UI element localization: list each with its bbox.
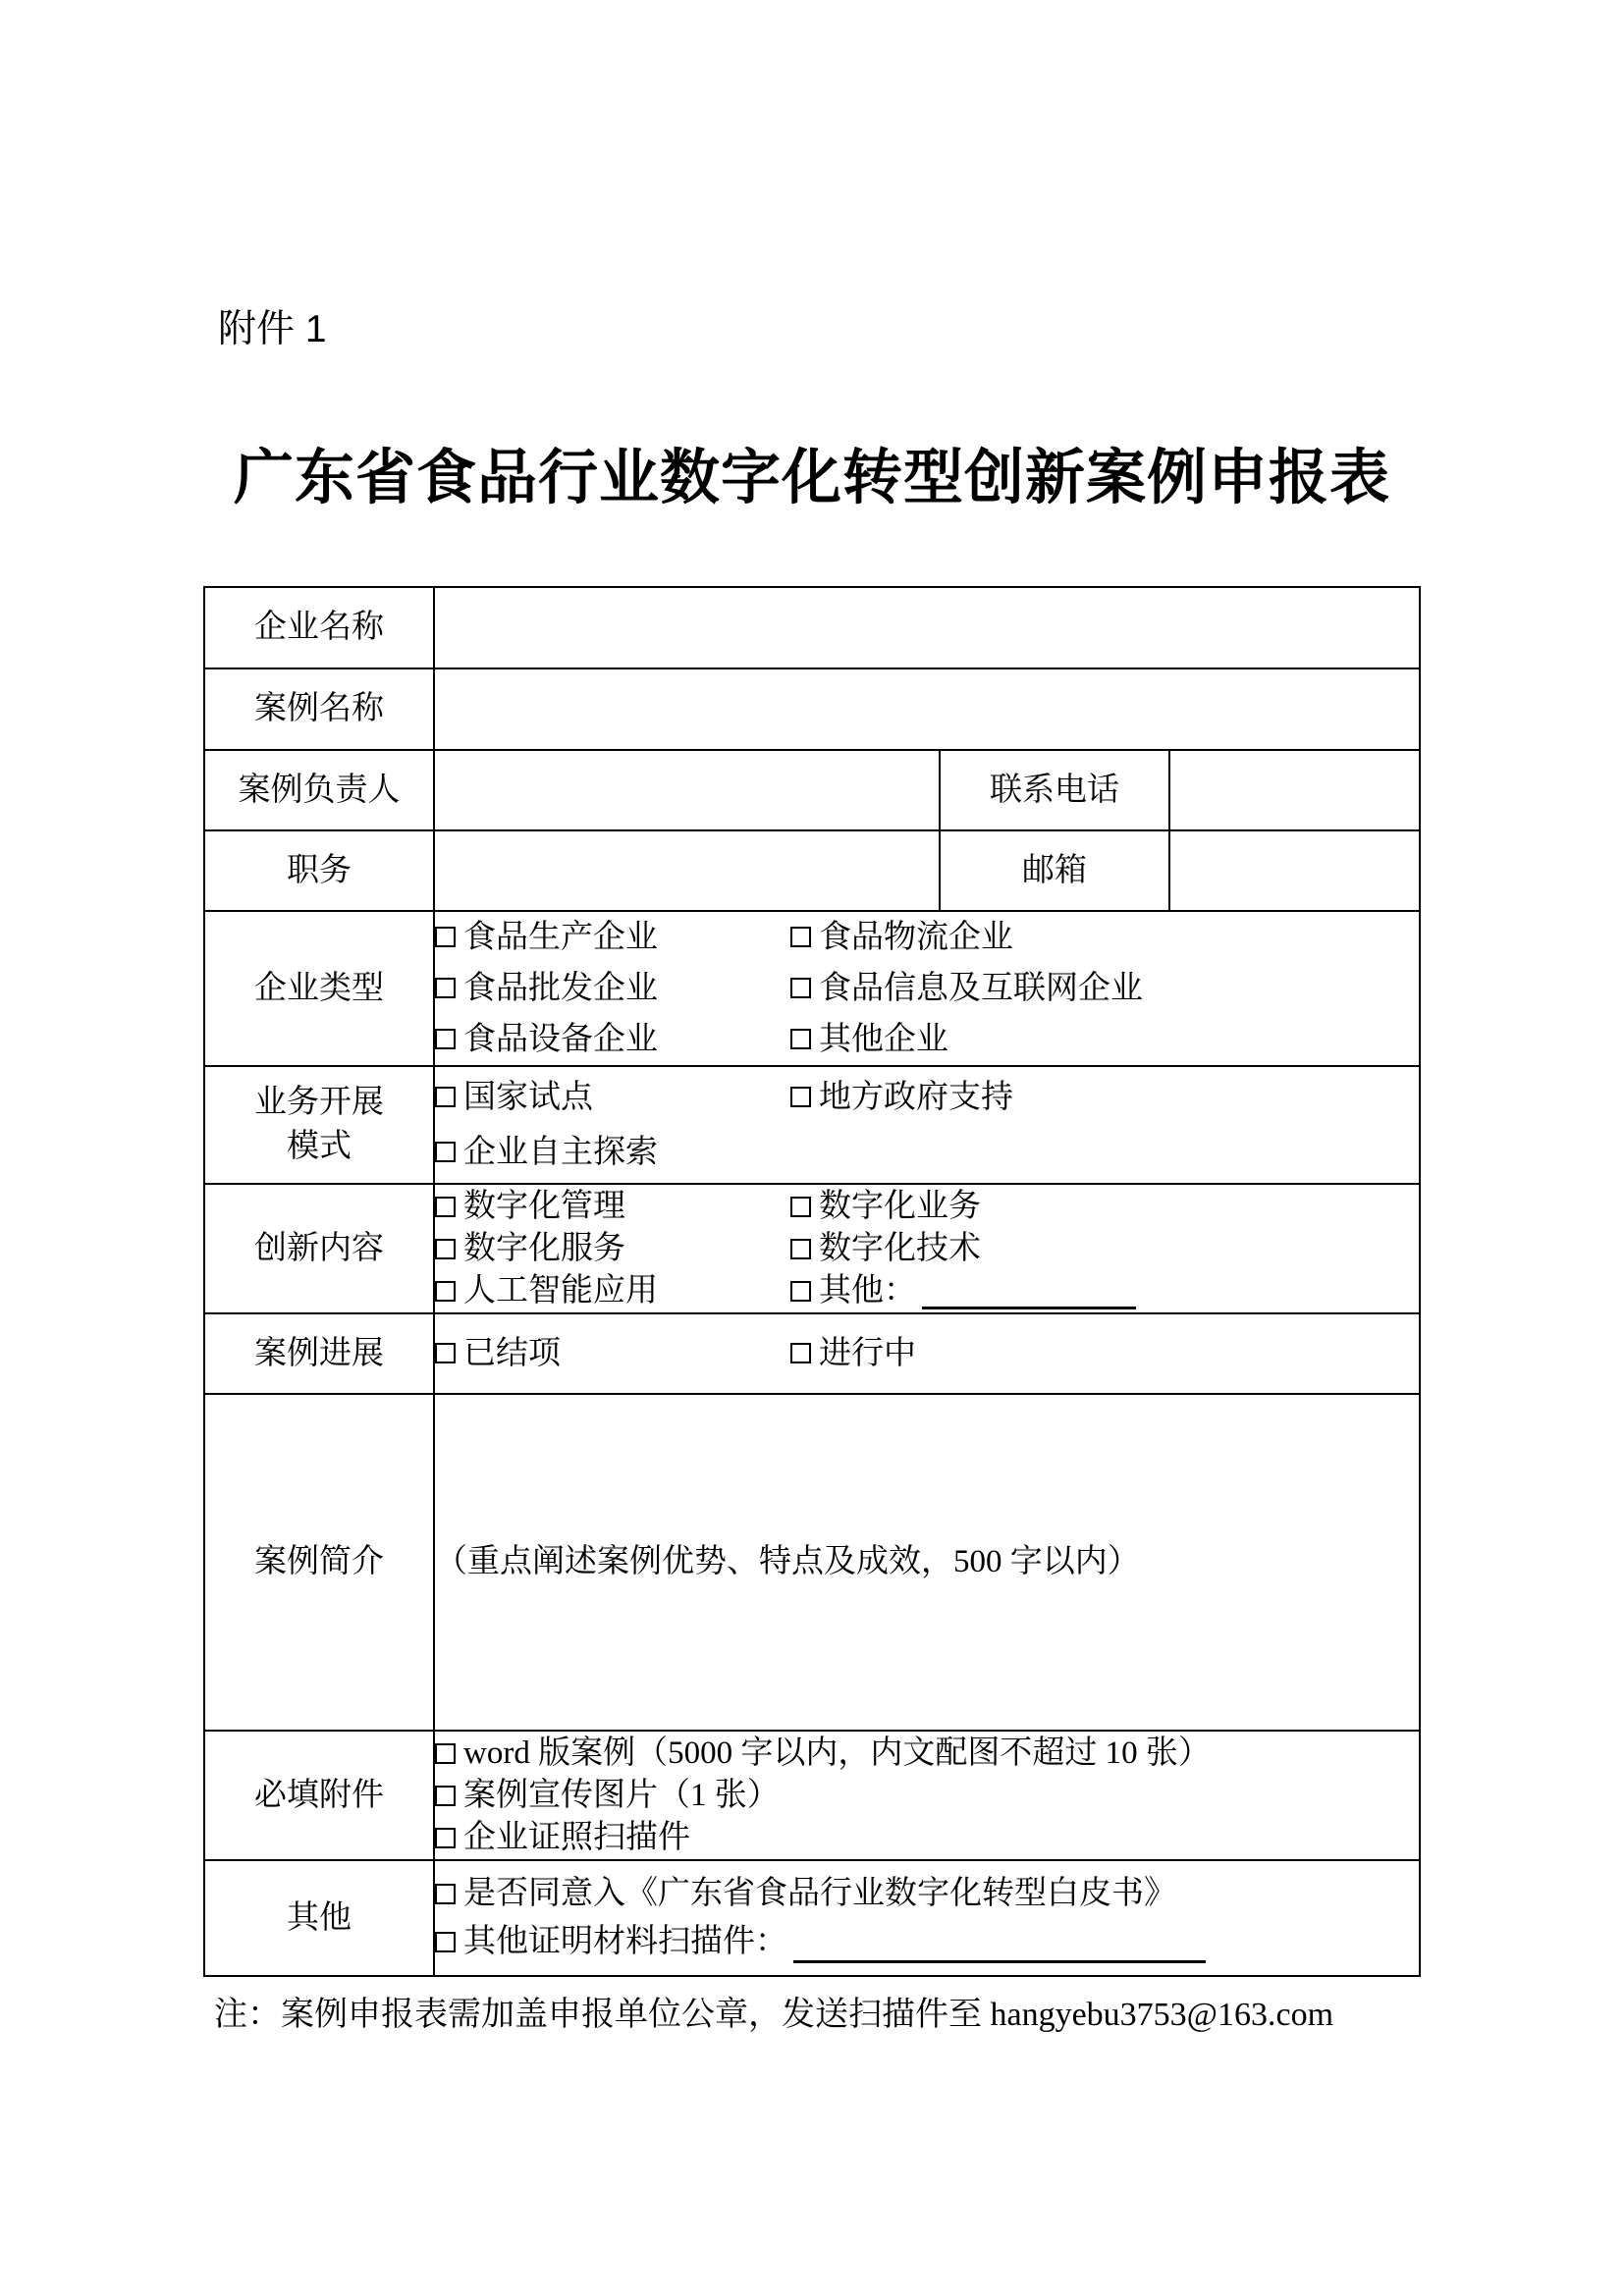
company-name-input[interactable] [434, 587, 1420, 668]
checkbox-icon[interactable] [435, 1932, 456, 1952]
checkbox-icon[interactable] [790, 1087, 811, 1107]
checkbox-icon[interactable] [435, 927, 456, 947]
checkbox-icon[interactable] [435, 1239, 456, 1259]
checkbox-icon[interactable] [435, 978, 456, 998]
email-input[interactable] [1169, 830, 1420, 911]
option-label: 企业证照扫描件 [463, 1819, 690, 1855]
option-food-equipment[interactable] [435, 1018, 790, 1062]
footer-note [214, 1987, 1333, 2035]
row-position [204, 830, 1420, 911]
option-ai-application[interactable] [435, 1269, 790, 1313]
innovation-label: 创新内容 [204, 1184, 434, 1313]
other-line-2 [435, 1918, 1419, 1966]
business-mode-options [434, 1066, 1420, 1184]
row-attachments [204, 1731, 1420, 1860]
checkbox-icon[interactable] [435, 1343, 456, 1363]
application-form-table [203, 586, 1421, 1977]
option-label: 数字化管理 [463, 1188, 625, 1224]
innovation-line-3 [435, 1270, 1419, 1312]
option-label: 已结项 [463, 1335, 561, 1371]
option-digital-service[interactable] [435, 1227, 790, 1271]
innovation-line-1 [435, 1186, 1419, 1228]
option-food-wholesale[interactable] [435, 967, 790, 1011]
attachment-label: 附件 1 [218, 308, 327, 350]
option-label: 国家试点 [463, 1079, 593, 1115]
option-label: 食品生产企业 [463, 919, 658, 955]
option-whitepaper-consent[interactable] [435, 1872, 1176, 1916]
checkbox-icon[interactable] [435, 1142, 456, 1162]
option-label: 人工智能应用 [463, 1272, 658, 1308]
case-leader-input[interactable] [434, 750, 940, 830]
option-license-scan[interactable] [435, 1816, 690, 1860]
option-label: 食品物流企业 [819, 919, 1013, 955]
case-name-label: 案例名称 [204, 668, 434, 750]
option-promo-image[interactable] [435, 1774, 780, 1818]
option-self-exploration[interactable] [435, 1131, 790, 1175]
option-innovation-other[interactable] [790, 1269, 916, 1313]
row-business-mode [204, 1066, 1420, 1184]
attachments-label: 必填附件 [204, 1731, 434, 1860]
row-company-type [204, 911, 1420, 1066]
case-intro-hint: （重点阐述案例优势、特点及成效，500 字以内） [435, 1544, 1140, 1580]
row-company-name [204, 587, 1420, 668]
position-label: 职务 [204, 830, 434, 911]
innovation-line-2 [435, 1228, 1419, 1270]
attachments-line-1 [435, 1733, 1419, 1775]
phone-input[interactable] [1169, 750, 1420, 830]
checkbox-icon[interactable] [435, 1884, 456, 1904]
company-type-options [434, 911, 1420, 1066]
business-mode-line-1 [435, 1070, 1419, 1125]
option-label: 地方政府支持 [819, 1079, 1013, 1115]
checkbox-icon[interactable] [790, 1029, 811, 1049]
option-label: 食品信息及互联网企业 [819, 970, 1143, 1006]
other-options [434, 1860, 1420, 1976]
business-mode-label-line1: 业务开展 [254, 1085, 384, 1121]
option-label: 其他企业 [819, 1021, 948, 1057]
option-in-progress[interactable] [790, 1332, 916, 1376]
option-label: 数字化技术 [819, 1230, 981, 1266]
option-digital-technology[interactable] [790, 1227, 981, 1271]
business-mode-line-2 [435, 1125, 1419, 1180]
row-other [204, 1860, 1420, 1976]
checkbox-icon[interactable] [790, 978, 811, 998]
company-type-line-1 [435, 912, 1419, 963]
row-innovation [204, 1184, 1420, 1313]
option-label: 食品设备企业 [463, 1021, 658, 1057]
checkbox-icon[interactable] [790, 1281, 811, 1302]
case-leader-label: 案例负责人 [204, 750, 434, 830]
option-food-logistics[interactable] [790, 916, 1013, 960]
option-digital-management[interactable] [435, 1185, 790, 1229]
option-word-case[interactable] [435, 1732, 1211, 1776]
case-intro-label: 案例简介 [204, 1394, 434, 1731]
row-progress [204, 1313, 1420, 1394]
checkbox-icon[interactable] [790, 1343, 811, 1363]
checkbox-icon[interactable] [790, 1197, 811, 1217]
checkbox-icon[interactable] [435, 1786, 456, 1806]
option-label: 进行中 [819, 1335, 916, 1371]
option-label: 其他： [819, 1272, 916, 1308]
business-mode-label [204, 1066, 434, 1184]
option-label: 数字化业务 [819, 1188, 981, 1224]
option-label: 数字化服务 [463, 1230, 625, 1266]
checkbox-icon[interactable] [435, 1029, 456, 1049]
checkbox-icon[interactable] [435, 1828, 456, 1848]
innovation-other-fill-in-blank[interactable] [922, 1307, 1136, 1309]
row-case-name [204, 668, 1420, 750]
checkbox-icon[interactable] [790, 927, 811, 947]
footer-note-text: 注：案例申报表需加盖申报单位公章，发送扫描件至 [214, 1997, 991, 2033]
innovation-options [434, 1184, 1420, 1313]
option-label: 案例宣传图片（1 张） [463, 1777, 780, 1813]
case-intro-input[interactable] [434, 1394, 1420, 1731]
progress-line-1 [435, 1329, 1419, 1378]
company-type-line-2 [435, 963, 1419, 1014]
checkbox-icon[interactable] [435, 1281, 456, 1302]
other-line-1 [435, 1870, 1419, 1918]
checkbox-icon[interactable] [435, 1743, 456, 1764]
phone-label: 联系电话 [940, 750, 1169, 830]
option-food-production[interactable] [435, 916, 790, 960]
footer-note-email: hangyebu3753@163.com [990, 1997, 1334, 2033]
option-other-enterprise[interactable] [790, 1018, 948, 1062]
option-label: 食品批发企业 [463, 970, 658, 1006]
company-name-label: 企业名称 [204, 587, 434, 668]
progress-label: 案例进展 [204, 1313, 434, 1394]
business-mode-label-line2: 模式 [287, 1129, 352, 1164]
option-national-pilot[interactable] [435, 1076, 790, 1120]
option-label: word 版案例（5000 字以内，内文配图不超过 10 张） [463, 1735, 1211, 1771]
attachments-line-3 [435, 1817, 1419, 1859]
checkbox-icon[interactable] [435, 1087, 456, 1107]
checkbox-icon[interactable] [790, 1239, 811, 1259]
option-label: 其他证明材料扫描件： [463, 1924, 787, 1960]
option-completed[interactable] [435, 1332, 790, 1376]
option-other-proof-scan[interactable] [435, 1920, 787, 1964]
case-name-input[interactable] [434, 668, 1420, 750]
email-label: 邮箱 [940, 830, 1169, 911]
other-label: 其他 [204, 1860, 434, 1976]
page-title: 广东省食品行业数字化转型创新案例申报表 [233, 446, 1390, 511]
attachments-line-2 [435, 1775, 1419, 1817]
option-label: 企业自主探索 [463, 1134, 658, 1170]
row-case-leader [204, 750, 1420, 830]
other-proof-fill-in-blank[interactable] [793, 1960, 1206, 1963]
checkbox-icon[interactable] [435, 1197, 456, 1217]
company-type-label: 企业类型 [204, 911, 434, 1066]
attachments-options [434, 1731, 1420, 1860]
position-input[interactable] [434, 830, 940, 911]
company-type-line-3 [435, 1014, 1419, 1065]
option-local-gov-support[interactable] [790, 1076, 1013, 1120]
progress-options [434, 1313, 1420, 1394]
option-label: 是否同意入《广东省食品行业数字化转型白皮书》 [463, 1876, 1176, 1912]
option-digital-business[interactable] [790, 1185, 981, 1229]
row-case-intro [204, 1394, 1420, 1731]
option-food-info-internet[interactable] [790, 967, 1143, 1011]
